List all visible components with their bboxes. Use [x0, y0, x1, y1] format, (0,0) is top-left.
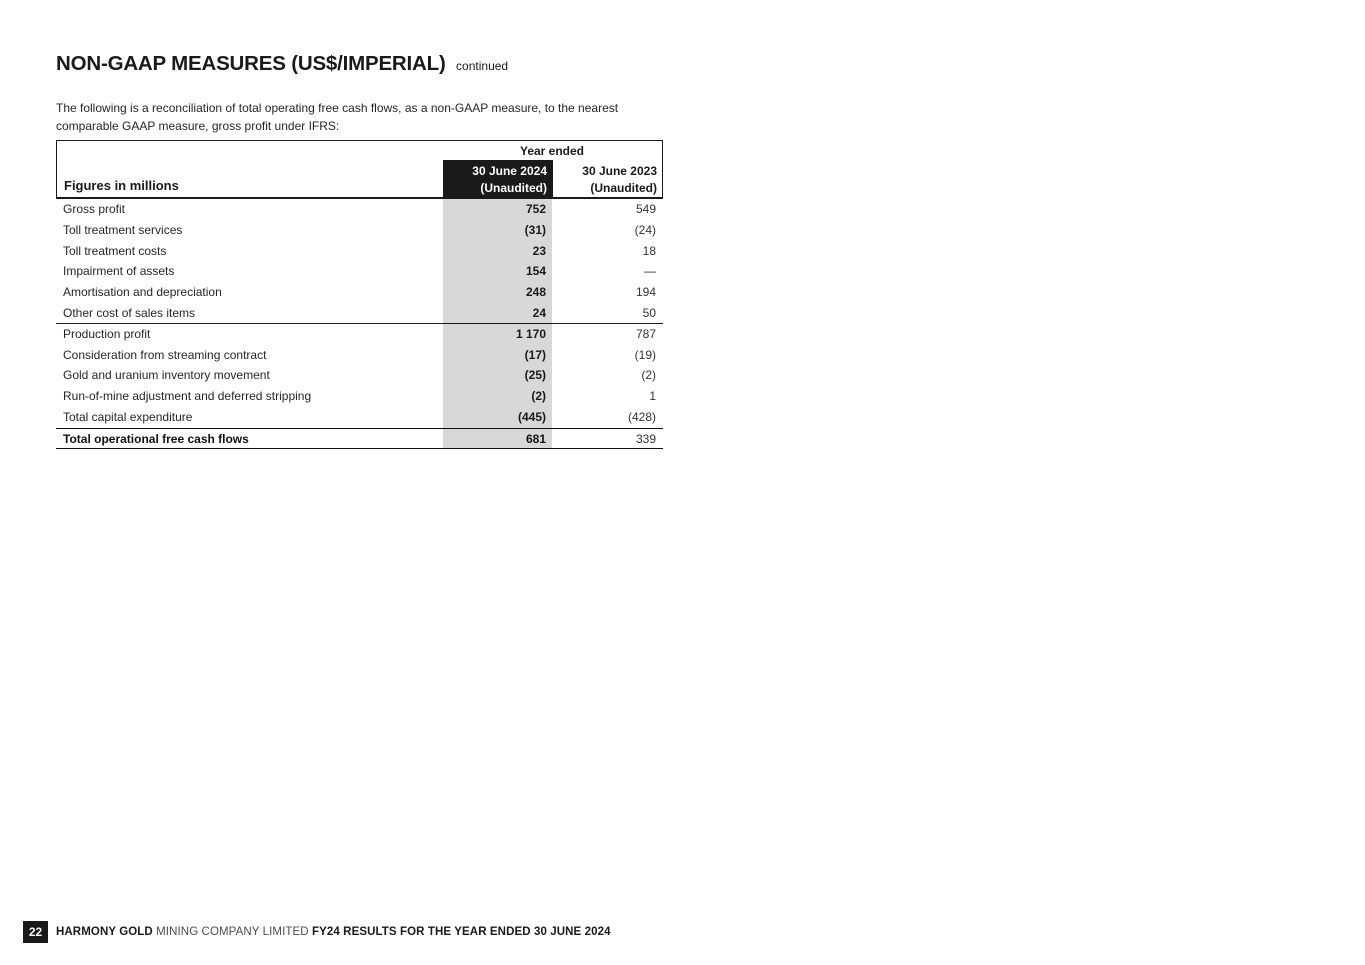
row-value-2024: (17)	[443, 345, 552, 366]
row-label: Toll treatment costs	[63, 243, 167, 258]
row-value-2023: (24)	[634, 222, 656, 237]
row-label: Gold and uranium inventory movement	[63, 368, 270, 383]
table-row	[56, 261, 663, 282]
row-label: Run-of-mine adjustment and deferred stripping	[63, 389, 312, 404]
row-value-2024: 1 170	[443, 324, 552, 345]
table-row	[56, 220, 663, 241]
row-value-2023: (428)	[627, 409, 656, 424]
page-footer	[23, 921, 611, 943]
table-row	[56, 324, 663, 345]
total-row-label: Total operational free cash flows	[63, 431, 249, 446]
row-value-2024: 23	[443, 241, 552, 262]
total-row-value-2024: 681	[443, 429, 552, 448]
row-value-2024: (445)	[443, 407, 552, 428]
footer-report-title: FY24 RESULTS FOR THE YEAR ENDED 30 JUNE 2024	[312, 926, 611, 938]
table-total-row	[56, 428, 663, 449]
row-value-2024: (31)	[443, 220, 552, 241]
table-row	[56, 386, 663, 407]
column-header-2023-date: 30 June 2023	[582, 164, 657, 178]
row-label: Other cost of sales items	[63, 305, 196, 320]
row-value-2023: 1	[649, 389, 656, 404]
row-value-2023: (19)	[634, 347, 656, 362]
row-value-2023: 194	[635, 285, 656, 300]
row-label: Impairment of assets	[63, 264, 175, 279]
footer-company-suffix: MINING COMPANY LIMITED	[156, 926, 309, 938]
table-row	[56, 407, 663, 428]
column-header-2024	[443, 160, 553, 197]
column-header-2024-date: 30 June 2024	[472, 164, 547, 178]
row-value-2023: 787	[635, 326, 656, 341]
title-block	[56, 52, 508, 76]
row-value-2023: 18	[642, 243, 656, 258]
row-value-2023: —	[644, 264, 656, 279]
table-row	[56, 345, 663, 366]
row-label: Total capital expenditure	[63, 409, 193, 424]
row-label: Gross profit	[63, 202, 126, 216]
table-row	[56, 241, 663, 262]
row-value-2024: 24	[443, 303, 552, 323]
row-value-2024: (25)	[443, 365, 552, 386]
page-number-badge: 22	[23, 921, 48, 943]
column-header-2023	[553, 160, 664, 197]
footer-text	[56, 926, 611, 938]
figures-in-millions-label: Figures in millions	[64, 178, 179, 193]
table-row	[56, 282, 663, 303]
total-row-value-2023: 339	[635, 431, 656, 446]
row-label: Toll treatment services	[63, 222, 183, 237]
column-header-2024-unaudited: (Unaudited)	[480, 180, 547, 195]
row-value-2024: (2)	[443, 386, 552, 407]
row-value-2023: 549	[635, 202, 656, 216]
table-body	[56, 199, 663, 449]
row-value-2023: 50	[642, 305, 656, 320]
row-value-2024: 248	[443, 282, 552, 303]
table-header	[56, 140, 663, 199]
row-value-2023: (2)	[641, 368, 656, 383]
reconciliation-table	[56, 140, 663, 449]
row-value-2024: 752	[443, 199, 552, 220]
row-label: Consideration from streaming contract	[63, 347, 267, 362]
table-row	[56, 199, 663, 220]
row-label: Production profit	[63, 326, 151, 341]
row-value-2024: 154	[443, 261, 552, 282]
row-label: Amortisation and depreciation	[63, 285, 222, 300]
page-title: NON-GAAP MEASURES (US$/IMPERIAL)	[56, 52, 446, 75]
intro-paragraph: The following is a reconciliation of total operating free cash flows, as a non-GAAP measure, to the nearest comparable GAAP measure, gross profit under IFRS:	[56, 101, 619, 133]
table-row	[56, 365, 663, 386]
year-ended-label: Year ended	[519, 144, 585, 158]
column-header-2023-unaudited: (Unaudited)	[590, 180, 657, 195]
table-row	[56, 303, 663, 324]
footer-company-name: HARMONY GOLD	[56, 926, 153, 938]
page-title-suffix: continued	[456, 59, 509, 73]
